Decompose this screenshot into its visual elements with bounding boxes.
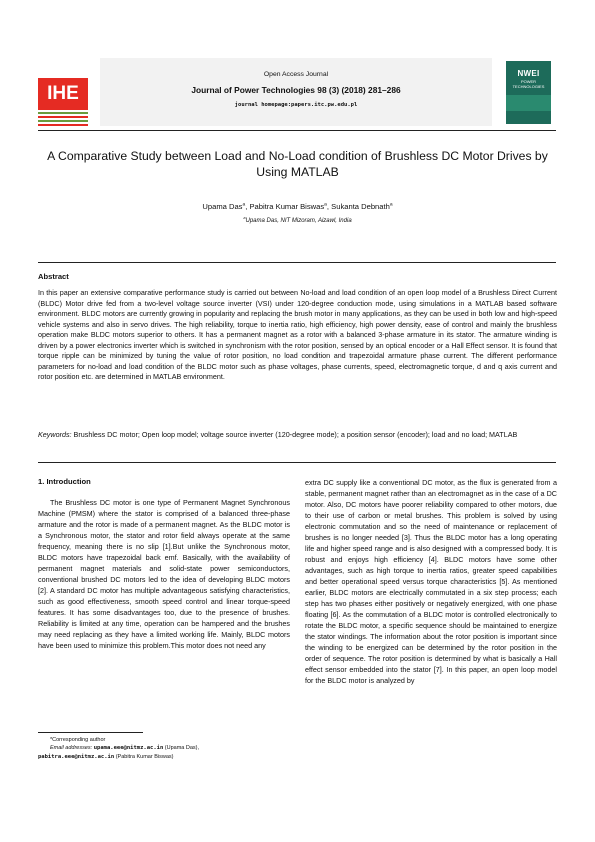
email-link-1[interactable]: upama.eee@nitmz.ac.in (93, 745, 164, 752)
keywords-text: Brushless DC motor; Open loop model; voltage source inverter (120-degree mode); a position sensor (encoder); load and no load; MATLAB (71, 430, 518, 439)
email-line-2 (38, 753, 298, 761)
footnote (38, 736, 298, 761)
email-link-2[interactable]: pabitra.eee@nitmz.ac.in (38, 753, 115, 760)
keywords-label: Keywords: (38, 430, 72, 439)
abstract-body: In this paper an extensive comparative performance study is carried out between No-load and load condition of an open loop model of a Brushless Direct Current (BLDC) Motor drive fed from a two-level voltage source inverter (VSI) under 120-degree conduction mode, using simulations in a MATLAB based software environment. BLDC motors are currently growing in popularity and replacing the brush motor in many applications, as they can be used in both low and high-speed vehicle systems and also in servo drives. The high reliability, torque to inertia ratio, high efficiency, high power density, ease of control and mainly the brushless operation make BLDC motors superior to others. It has a permanent magnet as a rotor with a balanced 3-phase armature in its stator. The armature winding is driven by a power electronics inverter which is switched in synchronism with the rotor position, sensed by an optical encoder or a Hall Effect sensor. It is found that torque ripple can be minimized by tuning the value of rotor position, no load condition and trapezoidal armature phase current. The different performance parameters for no-load and load condition of the BLDC motor such as phase voltages, phase currents, speed, electromagnetic torque, d and q axis current and rotor position etc. are determined in MATLAB environment. (38, 288, 557, 382)
affiliation-sup: a (243, 215, 246, 220)
publisher-logo (38, 78, 88, 128)
author-separator: , (245, 202, 250, 211)
author-affil-sup: a (389, 202, 393, 208)
ihe-logo-stripes (38, 112, 88, 126)
footnote-rule (38, 732, 143, 733)
header-rule (38, 130, 556, 131)
journal-cover-logo (506, 61, 551, 124)
journal-header (100, 58, 492, 126)
article-title: A Comparative Study between Load and No-Load condition of Brushless DC Motor Drives by Using MATLAB (47, 149, 548, 179)
ihe-logo-text: IHE (38, 78, 88, 110)
body-text-right-column: extra DC supply like a conventional DC motor, as the flux is generated from a stable, permanent magnet rather than an electromagnet as in the case of a DC motor. Also, DC motors have poorer reliability compared to other motors, due to their use of carbon or metal brushes. This problem is solved by using electronic commutation and so the need of maintenance or replacement of brushes is no longer needed [3]. Thus the BLDC motor has a long operating life and higher speed range and is also designed with a compressed body. It is robust and enjoys high efficiency [4]. BLDC motors have some other advantages, such as high torque to inertia ratios, greater speed capabilities and better operational speed versus torque characteristics [5]. As mentioned earlier, BLDC motors are electrically commutated in a six step process; each step has two phases either positively or negatively energized, with one phase floating [6]. As the commutation of a BLDC motor is controlled electronically to rotate the BLDC motor, a specific sequence should be maintained to energize the stator windings. The information about the rotor position is important since the winding to be energized can be determined by the rotor position in the order of sequence. The rotor position is determined by what is basically a Hall effect sensor embedded into the stator [7]. In this paper, an open loop model for the BLDC motor is analyzed by (305, 478, 557, 685)
abstract-bottom-rule (38, 462, 556, 463)
abstract-top-rule (38, 262, 556, 263)
cover-logo-subtitle: POWER TECHNOLOGIES (512, 79, 545, 89)
section-heading-introduction: 1. Introduction (38, 477, 91, 486)
keywords (38, 430, 557, 441)
email-owner-1: (Upama Das), (164, 745, 200, 752)
email-label: Email addresses: (50, 745, 93, 752)
author-affil-sup: a (242, 202, 246, 208)
author-name: Pabitra Kumar Biswas (249, 202, 325, 211)
journal-citation: Journal of Power Technologies 98 (3) (2018) 281–286 (191, 85, 401, 95)
corresponding-author-note: *Corresponding author (50, 737, 106, 743)
author-name: Upama Das (202, 202, 243, 211)
body-text-left-column: The Brushless DC motor is one type of Permanent Magnet Synchronous Machine (PMSM) where the stator is comprised of a balanced three-phase armature and the rotor is made of a permanent magnet. As the BLDC motor is a Synchronous motor, the stator and rotor field always operate at the same frequency, meaning there is no slip [1].But unlike the Synchronous motor, BLDC motors have trapezoidal back emf. Basically, with the availability of permanent magnet materials and solid-state power semiconductors, conventional brushed DC motors led to the idea of developing BLDC motors [2]. A standard DC motor has multiple advantageous satisfying characteristics, such as good effectiveness, smooth speed control and linear torque-speed features. It has some disadvantages too, due to the presence of brushes. Reliability is limited at any time, operation can be hampered and the brushes may need replacing as they have a limited working life. Mainly, BLDC motors have been used to minimize this problem.This motor does not need any (38, 498, 290, 650)
cover-logo-title: NWEI (517, 69, 540, 78)
affiliation (38, 215, 557, 224)
email-line-1 (38, 744, 298, 752)
affiliation-text: Upama Das, NIT Mizoram, Aizawl, India (245, 218, 352, 224)
author-list (38, 202, 557, 211)
cover-logo-band (506, 95, 551, 111)
abstract-heading: Abstract (38, 272, 69, 281)
open-access-label: Open Access Journal (263, 71, 329, 78)
author-name: Sukanta Debnath (331, 202, 390, 211)
author-separator: , (326, 202, 332, 211)
author-affil-sup: a (324, 202, 327, 208)
email-owner-2: (Pabitra Kumar Biswas) (115, 753, 174, 760)
journal-homepage[interactable]: journal homepage:papers.itc.pw.edu.pl (234, 102, 358, 108)
